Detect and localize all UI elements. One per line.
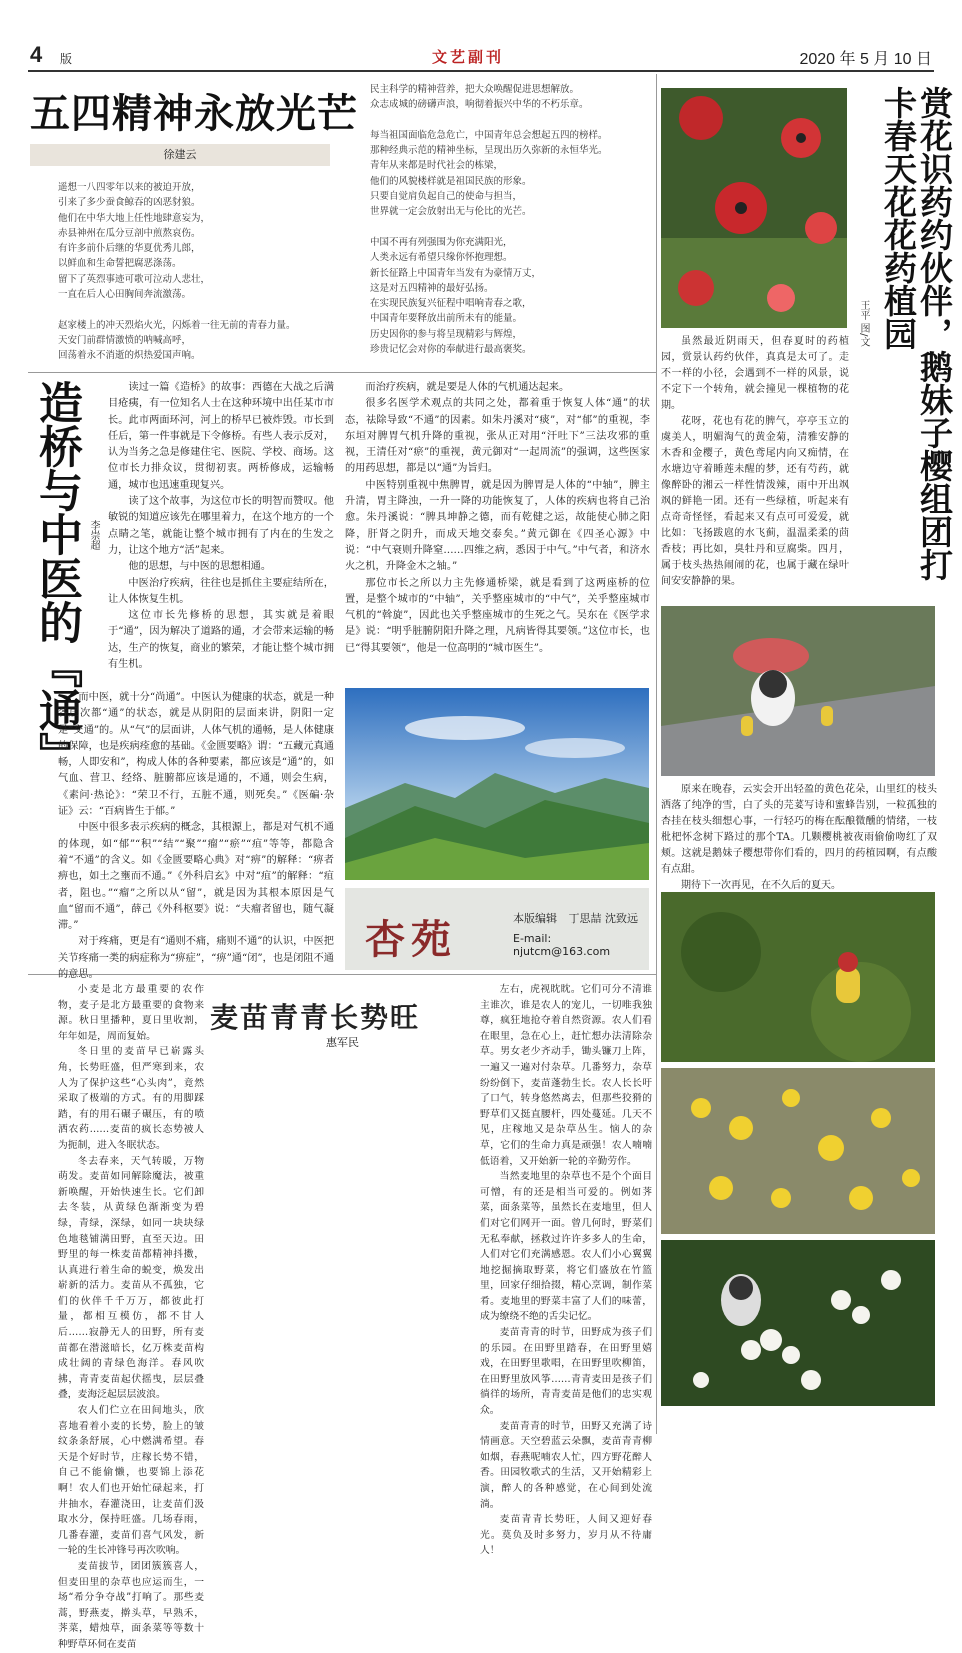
- paragraph: 花呀，花也有花的脾气，亭亭玉立的虞美人，明媚淘气的黄金菊，清雅安静的木香和金樱子，黄色鸢尾内向又痴情，在水塘边守着睡莲未醒的梦，还有芍药，就像醉卧的湘云一样性情泼辣，雨中开出飒飒的鲜艳一团。还有一些绿植，听起来有点奇奇怪怪，看起来又有点可可爱爱，就比如：飞扬跋扈的水飞蓟，温温柔柔的茴香枝；再比如，臭牡丹和豆腐柴。四月，属于枝头热热闹闹的花，也属于藏在绿叶间安安静静的果。: [661, 416, 849, 587]
- minion-green-photo: [661, 892, 935, 1062]
- paragraph: 小麦是北方最重要的农作物，麦子是北方最重要的食物来源。秋日里播种，夏日里收割，年年如是，周而复始。: [58, 984, 204, 1042]
- article4-title: 麦苗青青长势旺: [210, 1001, 421, 1034]
- paragraph: 原来在晚春，云实会开出轻盈的黄色花朵，山里红的枝头洒落了纯净的雪，白了头的芫荽写诗和蜜蜂告别，一粒孤独的杏挂在枝头细想心事，一行轻巧的梅在酝酿微醺的情绪，一枝枇杷怀念树下路过的那个TA。几颗樱桃被夜雨偷偷吻红了双颊。这就是鹅妹子樱想带你们看的，四月的药植园啊，有点酸有点甜。: [661, 784, 937, 875]
- editor-box: [345, 888, 649, 970]
- article2-col1-bottom: [58, 690, 334, 983]
- article3-title: 赏花识药约伙伴，鹅妹子樱组团打卡春天花花药植园: [879, 86, 954, 581]
- page-unit: 版: [60, 52, 73, 66]
- editor-logo: 杏苑: [365, 916, 457, 963]
- paragraph: 那位市长之所以力主先修通桥梁，就是看到了这两座桥的位置，是整个城市的“中轴”，关乎整座城市的“中气”，关乎整座城市气机的“斡旋”，因此也关乎整座城市的生死之气。吴东在《医学求是》说：“明乎脏腑阴阳升降之理，凡病皆得其要领。”这位市长，也已“得其要领”，他是一位高明的“城市医生”。: [345, 577, 650, 654]
- issue-date: 2020 年 5 月 10 日: [799, 51, 932, 68]
- editor-names: 丁思喆 沈致远: [568, 912, 638, 925]
- paragraph: 麦苗青青的时节，田野成为孩子们的乐园。在田野里踏春，在田野里嬉戏，在田野里歌唱，在田野里吹柳笛，在田野里放风筝……青青麦田是孩子们徜徉的场所，青青麦苗是他们的忠实观众。: [480, 1327, 652, 1417]
- paragraph: 冬去春来，天气转暖，万物萌发。麦苗如同解除魔法，被重新唤醒，开始快速生长。它们卸去冬装，从黄绿色渐渐变为碧绿，青绿，深绿，如同一块块绿色地毯铺满田野，直至天边。田野里的每一株麦苗都精神抖擞，认真进行着生命的蜕变，焕发出崭新的活力。麦苗从不孤独，它们的伙伴千千万万，都彼此打量，都相互模仿，都不甘人后……寂静无人的田野，所有麦苗都在潜滋暗长，亿万株麦苗构成壮阔的青绿色海洋。春风吹拂，青青麦苗起伏摇曳，层层叠叠，麦海泛起层层波浪。: [58, 1155, 204, 1401]
- article3-text2: [661, 782, 937, 894]
- article2-col2: [345, 380, 650, 657]
- penguin-bench-photo: [661, 606, 935, 776]
- paragraph: 当然麦地里的杂草也不是个个面目可憎，有的还是相当可爱的。例如荠菜，面条菜等，虽然长在麦地里，但人们对它们网开一面。曾几何时，野菜们无私奉献，拯救过许许多多人的生命，人们对它们充满感恩。农人们小心翼翼地挖掘摘取野菜，将它们盛放在竹篮里，回家仔细拾掇，精心烹调，制作菜肴。麦地里的野菜丰富了人们的味蕾，成为缭绕不绝的舌尖记忆。: [480, 1171, 652, 1323]
- section-name: 文艺副刊: [432, 48, 505, 66]
- article1-poem-left: 遥想一八四零年以来的被迫开放， 引来了多少蚕食鲸吞的凶恶豺狼。 他们在中华大地上任性地肆意妄为， 赤县神州在瓜分豆剖中煎熬哀伤。 有许多前仆后继的华夏优秀儿郎， 以鲜血和生命誓把腐恶涤荡。 留下了英烈事迹可歌可泣动人悲壮， 一直在后人心田胸间奔流激荡。 赵家楼上的冲天烈焰火光，闪烁着一往无前的青春力量。 天安门前群情激愤的呐喊高呼， 回荡着永不消逝的炽热爱国声响。: [58, 182, 296, 362]
- paragraph: 左右，虎视眈眈。它们可分不清谁主谁次，谁是农人的宠儿，一切唯我独尊，疯狂地抢夺着自然资源。农人们看在眼里，急在心上，赶忙想办法清除杂草。男女老少齐动手，锄头镰刀上阵，一遍又一遍对付杂草。几番努力，杂草纷纷倒下，麦苗蓬勃生长。农人长长吁了口气，转身悠然离去，但那些狡猾的野草们又挺直腰杆，四处蔓延。几天不见，庄稼地又是杂草丛生。恼人的杂草，它们的生命力真是顽强！农人喃喃低语着，又开始新一轮的辛勤劳作。: [480, 984, 652, 1167]
- poppy-photo: [661, 88, 847, 328]
- paragraph: 中医治疗疾病，往往也是抓住主要症结所在，让人体恢复生机。: [108, 577, 334, 605]
- header-rule: [28, 70, 934, 72]
- paragraph: 而治疗疾病，就是要是人体的气机通达起来。: [365, 382, 570, 393]
- article1-poem-right: 民主科学的精神营养，把大众唤醒促进思想解放。 众志成城的磅礴声浪，响彻着振兴中华的不朽乐章。 每当祖国面临危急危亡，中国青年总会想起五四的榜样。 那种经典示范的精神坐标，呈现出历久弥新的永恒华光。 青年从来都是时代社会的栋梁， 他们的风貌楼样就是祖国民族的形象。 只要自觉肩负起自己的使命与担当， 世界就一定会放射出无与伦比的光芒。 中国不再有列强围为你充满阳光， 人类永远有希望只缘你怀抱理想。 新长征路上中国青年当发有为豪情万丈， 这是对五四精神的最好弘扬。 在实现民族复兴征程中唱响青春之歌， 中国青年要释放出前所未有的能量。 历史因你的参与将呈现精彩与辉煌， 珍贵记忆会对你的奉献进行最高褒奖。: [370, 84, 608, 356]
- paragraph: 中医中很多表示疾病的概念，其根源上，都是对气机不通的体现，如“郁”“积”“结”“聚”“瘤”“瘀”“疽”等等，都隐含着“不通”的含义。如《金匮要略心典》对“痹”的解释：“痹者痹也，如土之壅而不通。”《外科启玄》中对“疽”的解释：“疽者，阻也。”“瘤”之所以从“留”，就是因为其根本原因是气血“留而不通”，薛己《外科枢要》说：“夫瘤者留也，随气凝滞。”: [58, 822, 334, 932]
- article4-right-top: [480, 982, 652, 1559]
- article3-author: 王平 图/文: [858, 300, 869, 347]
- page-number: 4: [30, 42, 43, 67]
- paragraph: 读过一篇《造桥》的故事：西德在大战之后满目疮痍，有一位知名人士在这种环境中出任某市市长。此市两面环河，河上的桥早已被炸毁。市长到任后，第一件事就是下令修桥。有些人表示反对，认为当务之急是修建住宅、医院、学校、商场。这位市长力排众议，贯彻初衷。两桥修成，运输畅通，城市也迅速重现复兴。: [108, 382, 334, 491]
- paragraph: 这位市长先修桥的思想，其实就是着眼于“通”，因为解决了道路的通，才会带来运输的畅达，生产的恢复，商业的繁荣，才能让整个城市拥有生机。: [108, 610, 334, 671]
- mountain-photo: [345, 688, 649, 880]
- article3-text1: [661, 334, 849, 590]
- paragraph: 读了这个故事，为这位市长的明智而赞叹。他敏锐的知道应该先在哪里着力，在这个地方的一个点睛之笔，就能让整个城市拥有了内在的生发之力，让这个地方“活”起来。: [108, 496, 334, 556]
- article4-author: 惠军民: [326, 1036, 359, 1049]
- divider: [656, 74, 657, 1434]
- paragraph: 麦苗拔节，团团簇簇喜人，但麦田里的杂草也应运而生，一场“希分争夺战”打响了。那些麦蒿，野燕麦，擀头草，早熟禾，荠菜，蜡烛草，面条菜等等数十种野草环伺在麦苗: [58, 1560, 204, 1650]
- paragraph: 很多名医学术观点的共同之处，都着重于恢复人体“通”的状态，祛除导致“不通”的因素。如朱丹溪对“痰”，对“郁”的重视，李东垣对脾胃气机升降的重视，张从正对用“汗吐下”三法攻邪的重视，王清任对“瘀”的重视，黄元御对“一起周流”的强调，这些医家的用药思想，都是以“通”为旨归。: [345, 398, 650, 475]
- paragraph: 中医特别重视中焦脾胃，就是因为脾胃是人体的“中轴”，脾主升清，胃主降浊，一升一降的功能恢复了，人体的疾病也将自己治愈。朱丹溪说：“脾具坤静之德，而有乾健之运，故能使心肺之阳降，肝肾之阴升，而成天地交泰矣。”黄元御在《四圣心源》中说：“中气衰则升降窒……四维之病，悉因于中气。”中气者，和济水火之机，升降金木之轴。”: [345, 479, 650, 573]
- article1-title: 五四精神永放光芒: [30, 91, 358, 137]
- paragraph: 冬日里的麦苗早已崭露头角，长势旺盛，但严寒到来，农人为了保护这些“心头肉”，竟然采取了极端的方式。有的用脚踩踏，有的用石碾子碾压，有的喷洒农药……麦苗的疯长态势被人为扼制，进入冬眠状态。: [58, 1046, 204, 1151]
- paragraph: 虽然最近阴雨天，但春夏时的药植园，赏景认药约伙伴，真真是太可了。走不一样的小径，会遇到不一样的风景，说不定下一个转角，就会撞见一棵植物的花期。: [661, 336, 849, 411]
- paragraph: 麦苗青青的时节，田野又充满了诗情画意。天空碧蓝云朵飘，麦苗青青柳如烟，春燕呢喃农人忙，四方野花醉人香。田园牧歌式的生活，又开始精彩上演，醉人的各种感觉，在心间到处流淌。: [480, 1420, 652, 1510]
- paragraph: 对于疼痛，更是有“通则不痛，痛则不通”的认识，中医把关节疼痛一类的病症称为“痹症”，“痹”通“闭”，也是闭阻不通的意思。: [58, 936, 334, 981]
- editor-email: E-mail: njutcm@163.com: [513, 932, 611, 958]
- editor-line: [513, 910, 638, 926]
- paragraph: 麦苗青青长势旺，人间又迎好春光。莫负及时多努力，岁月从不待庸人！: [480, 1514, 652, 1557]
- article2-title: 造桥与中医的『通』: [31, 380, 82, 776]
- paragraph: 期待下一次再见，在不久后的夏天。: [681, 880, 841, 891]
- paragraph: 而中医，就十分“尚通”。中医认为健康的状态，就是一种各层次都“通”的状态，就是从阴阳的层面来讲，阴阳一定是“交通”的。从“气”的层面讲，人体气机的通畅，是人体健康的保障，也是疾病痊愈的基础。《金匮要略》谓：“五藏元真通畅，人即安和”，构成人体的各种要素，都应该是“通”的，如气血、营卫、经络、脏腑都应该是通的，不通，则会生病，《素问·热论》：“荣卫不行，五脏不通，则死矣。”《医碥·杂证》云：“百病皆生于郁。”: [58, 692, 334, 818]
- paragraph: 他的思想，与中医的思想相通。: [128, 561, 272, 573]
- editor-label: 本版编辑: [513, 912, 557, 925]
- article4-left-top: [58, 982, 204, 1653]
- divider: [28, 372, 656, 373]
- yellow-flowers-photo: [661, 1068, 935, 1234]
- article2-author: 李崇超: [88, 520, 99, 550]
- article2-col1-top: [108, 380, 334, 673]
- article1-author: 徐建云: [30, 144, 330, 166]
- paragraph: 农人们伫立在田间地头，欣喜地看着小麦的长势，脸上的皱纹条条舒展，心中燃满希望。春天是个好时节，庄稼长势不错，自己不能偷懒，也要锦上添花啊！农人们也开始忙碌起来，打井抽水，春灌浇田，让麦苗们汲取水分，保持旺盛。几场春雨，几番春灌，麦苗们喜气风发，新一轮的生长冲锋号再次吹响。: [58, 1405, 204, 1557]
- white-blossom-photo: [661, 1240, 935, 1406]
